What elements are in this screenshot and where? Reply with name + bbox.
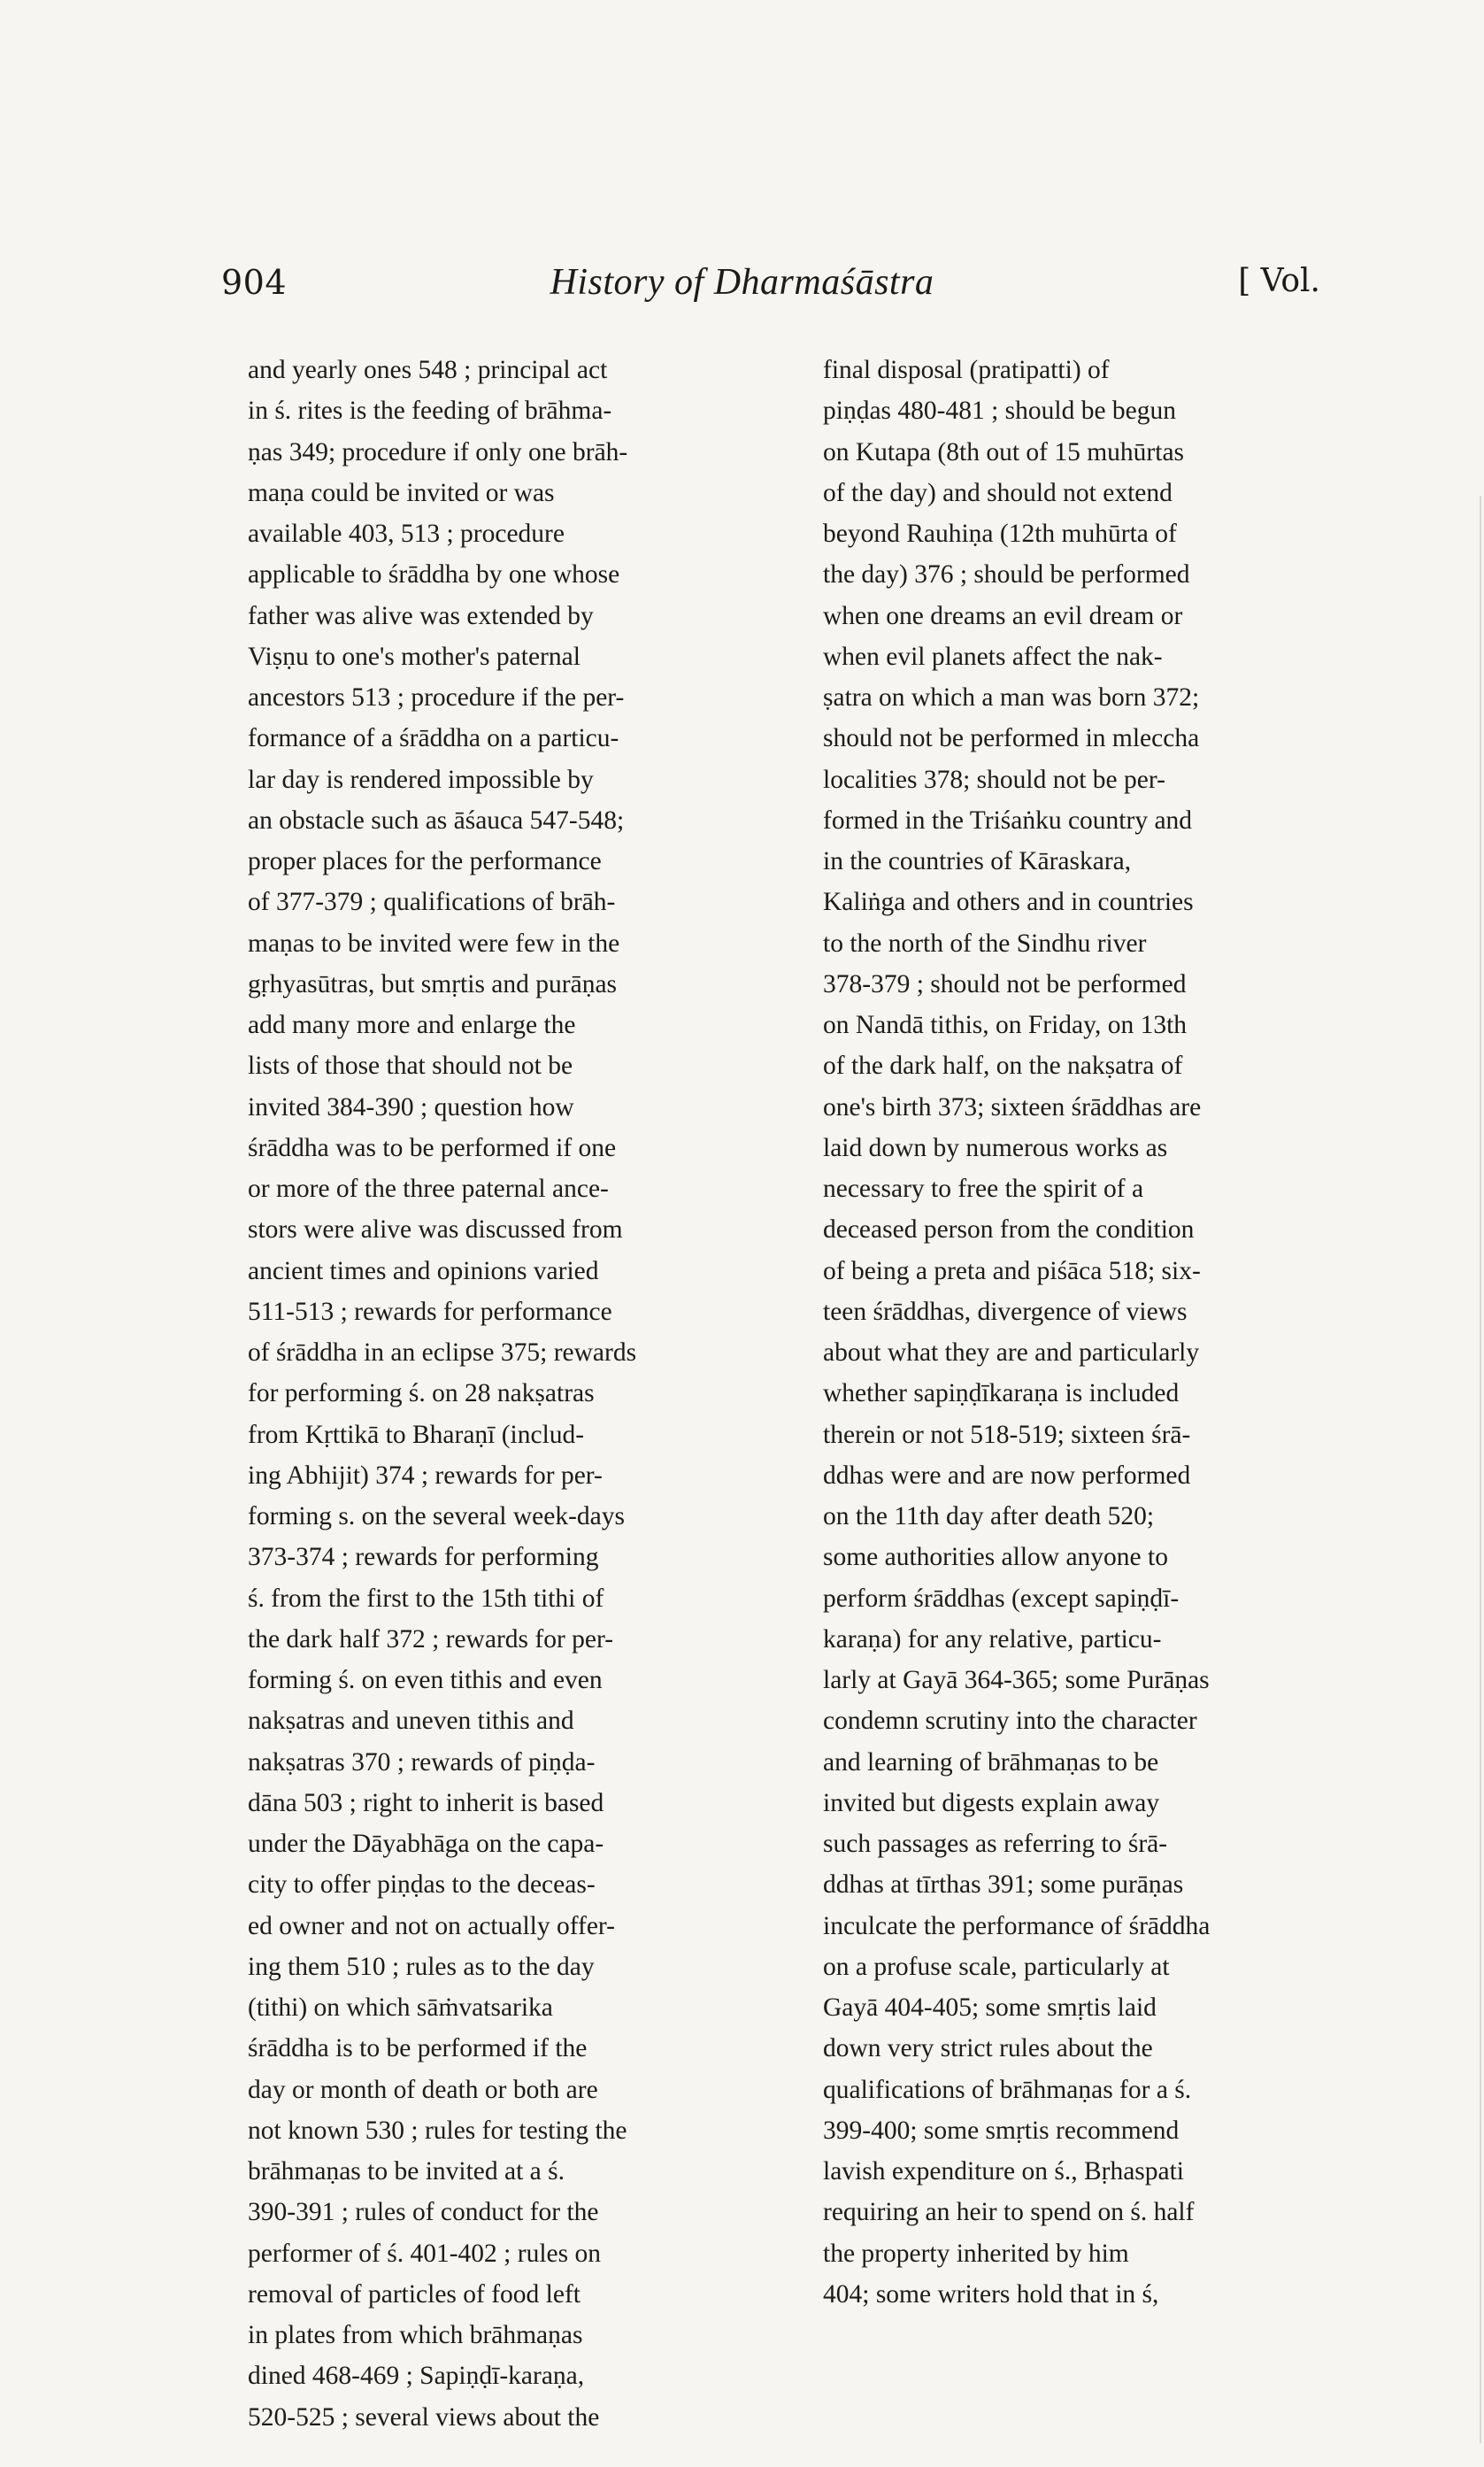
text-line: requiring an heir to spend on ś. half [823, 2198, 1195, 2227]
text-line: qualifications of brāhmaṇas for a ś. [823, 2075, 1192, 2104]
text-line: city to offer piṇḍas to the deceas- [248, 1870, 596, 1900]
text-line: 390-391 ; rules of conduct for the [248, 2198, 599, 2227]
text-line: of 377-379 ; qualifications of brāh- [248, 888, 616, 917]
text-line: down very strict rules about the [823, 2034, 1153, 2063]
text-line: final disposal (pratipatti) of [823, 356, 1110, 384]
text-line: under the Dāyabhāga on the capa- [248, 1830, 604, 1858]
text-line: on the 11th day after death 520; [823, 1502, 1155, 1530]
text-line: necessary to free the spirit of a [823, 1175, 1144, 1203]
text-line: laid down by numerous works as [823, 1133, 1168, 1162]
volume-label: [ Vol. [1238, 263, 1320, 299]
text-line: ṇas 349; procedure if only one brāh- [248, 437, 628, 466]
text-line: 378-379 ; should not be performed [823, 969, 1187, 998]
text-line: deceased person from the condition [823, 1215, 1195, 1245]
left-text-column [248, 350, 748, 2438]
text-line: Kaliṅga and others and in countries [823, 888, 1194, 917]
text-line: nakṣatras 370 ; rewards of piṇḍa- [248, 1747, 596, 1777]
text-line: formed in the Triśaṅku country and [823, 806, 1193, 835]
text-line: ing them 510 ; rules as to the day [248, 1952, 595, 1981]
text-line: invited 384-390 ; question how [248, 1092, 574, 1122]
text-line: gṛhyasūtras, but smṛtis and purāṇas [248, 969, 618, 998]
text-line: nakṣatras and uneven tithis and [248, 1707, 574, 1736]
text-line: on Nandā tithis, on Friday, on 13th [823, 1011, 1188, 1039]
right-text-column [823, 350, 1327, 2315]
text-line: dined 468-469 ; Sapiṇḍī-karaṇa, [248, 2362, 585, 2391]
text-line: ddhas were and are now performed [823, 1461, 1191, 1490]
text-line: of being a preta and piśāca 518; six- [823, 1256, 1201, 1285]
text-line: the property inherited by him [823, 2239, 1129, 2268]
text-line: of the dark half, on the nakṣatra of [823, 1052, 1183, 1081]
text-line: and learning of brāhmaṇas to be [823, 1747, 1159, 1777]
text-line: in the countries of Kāraskara, [823, 847, 1132, 875]
text-line: lavish expenditure on ś., Bṛhaspati [823, 2157, 1185, 2186]
text-line: the dark half 372 ; rewards for per- [248, 1624, 614, 1654]
text-line: father was alive was extended by [248, 601, 594, 630]
text-line: in plates from which brāhmaṇas [248, 2321, 583, 2349]
text-line: lar day is rendered impossible by [248, 765, 594, 794]
text-line: proper places for the performance [248, 847, 602, 875]
text-line: ancient times and opinions varied [248, 1256, 599, 1285]
text-line: maṇa could be invited or was [248, 478, 555, 507]
text-line: whether sapiṇḍīkaraṇa is included [823, 1379, 1180, 1408]
text-line: teen śrāddhas, divergence of views [823, 1297, 1188, 1326]
text-line: of śrāddha in an eclipse 375; rewards [248, 1338, 637, 1367]
text-line: add many more and enlarge the [248, 1011, 576, 1039]
text-line: condemn scrutiny into the character [823, 1707, 1197, 1736]
text-line: to the north of the Sindhu river [823, 929, 1147, 958]
text-line: not known 530 ; rules for testing the [248, 2116, 627, 2145]
text-line: karaṇa) for any relative, particu- [823, 1624, 1162, 1654]
text-line: lists of those that should not be [248, 1052, 573, 1081]
text-line: inculcate the performance of śrāddha [823, 1911, 1211, 1940]
text-line: day or month of death or both are [248, 2075, 598, 2104]
text-line: brāhmaṇas to be invited at a ś. [248, 2157, 565, 2186]
text-line: 399-400; some smṛtis recommend [823, 2116, 1180, 2145]
running-title: History of Dharmaśāstra [550, 262, 934, 303]
text-line: 511-513 ; rewards for performance [248, 1297, 612, 1326]
text-line: 520-525 ; several views about the [248, 2402, 600, 2432]
text-line: performer of ś. 401-402 ; rules on [248, 2239, 601, 2268]
text-line: in ś. rites is the feeding of brāhma- [248, 397, 612, 426]
text-line: (tithi) on which sāṁvatsarika [248, 1993, 553, 2022]
page-edge-shadow [1480, 496, 1481, 2443]
text-line: ddhas at tīrthas 391; some purāṇas [823, 1870, 1184, 1900]
text-line: 404; some writers hold that in ś, [823, 2279, 1159, 2309]
page-header [0, 252, 1484, 314]
text-line: perform śrāddhas (except sapiṇḍī- [823, 1584, 1180, 1613]
text-line: an obstacle such as āśauca 547-548; [248, 806, 625, 835]
text-line: ing Abhijit) 374 ; rewards for per- [248, 1461, 603, 1490]
text-line: about what they are and particularly [823, 1338, 1200, 1367]
text-line: applicable to śrāddha by one whose [248, 560, 620, 590]
text-line: stors were alive was discussed from [248, 1215, 623, 1245]
text-line: removal of particles of food left [248, 2279, 581, 2309]
text-line: maṇas to be invited were few in the [248, 929, 620, 958]
text-line: dāna 503 ; right to inherit is based [248, 1788, 604, 1817]
text-line: śrāddha was to be performed if one [248, 1133, 617, 1162]
text-line: larly at Gayā 364-365; some Purāṇas [823, 1666, 1210, 1694]
text-line: available 403, 513 ; procedure [248, 520, 565, 548]
text-line: Viṣṇu to one's mother's paternal [248, 642, 581, 671]
text-line: on Kutapa (8th out of 15 muhūrtas [823, 437, 1185, 466]
text-line: when evil planets affect the nak- [823, 642, 1163, 671]
text-line: beyond Rauhiṇa (12th muhūrta of [823, 520, 1177, 548]
text-line: formance of a śrāddha on a particu- [248, 724, 619, 753]
text-line: Gayā 404-405; some smṛtis laid [823, 1993, 1157, 2022]
text-line: or more of the three paternal ance- [248, 1175, 609, 1203]
text-line: some authorities allow anyone to [823, 1543, 1168, 1572]
text-line: forming ś. on even tithis and even [248, 1666, 603, 1694]
text-line: should not be performed in mleccha [823, 724, 1200, 753]
text-line: ancestors 513 ; procedure if the per- [248, 683, 625, 712]
text-line: ed owner and not on actually offer- [248, 1911, 615, 1940]
text-line: when one dreams an evil dream or [823, 601, 1183, 630]
text-line: ṣatra on which a man was born 372; [823, 683, 1200, 712]
text-line: śrāddha is to be performed if the [248, 2034, 588, 2063]
text-line: therein or not 518-519; sixteen śrā- [823, 1420, 1191, 1449]
text-line: 373-374 ; rewards for performing [248, 1543, 599, 1572]
text-line: on a profuse scale, particularly at [823, 1952, 1170, 1981]
text-line: invited but digests explain away [823, 1788, 1160, 1817]
text-line: of the day) and should not extend [823, 478, 1173, 507]
text-line: and yearly ones 548 ; principal act [248, 356, 608, 384]
text-line: piṇḍas 480-481 ; should be begun [823, 397, 1177, 426]
text-line: ś. from the first to the 15th tithi of [248, 1584, 604, 1613]
text-line: forming s. on the several week-days [248, 1502, 625, 1530]
text-line: one's birth 373; sixteen śrāddhas are [823, 1092, 1202, 1122]
text-line: for performing ś. on 28 nakṣatras [248, 1379, 595, 1408]
text-line: such passages as referring to śrā- [823, 1830, 1168, 1858]
page-number: 904 [221, 263, 288, 302]
text-line: from Kṛttikā to Bharaṇī (includ- [248, 1420, 585, 1449]
text-line: localities 378; should not be per- [823, 765, 1165, 794]
text-line: the day) 376 ; should be performed [823, 560, 1190, 590]
